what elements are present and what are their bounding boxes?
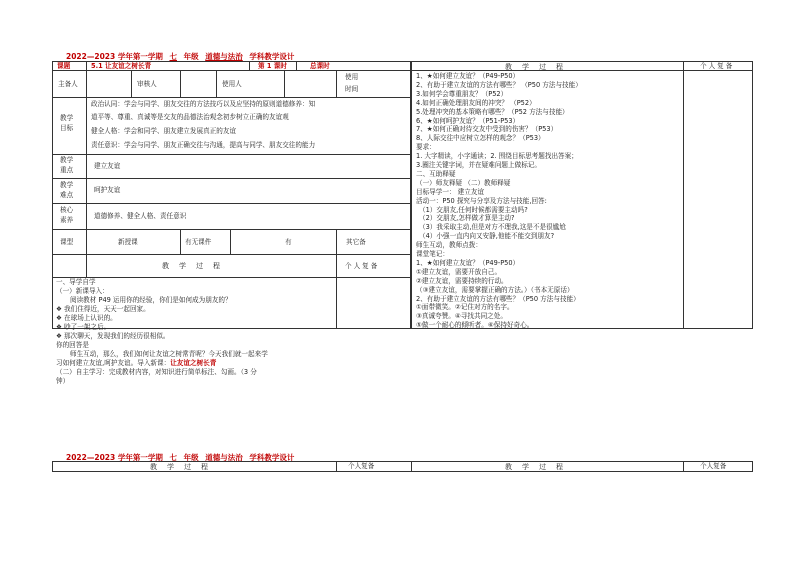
key-point-label-2: 重点 [60, 166, 74, 174]
left-section-title: 教学过程 [162, 262, 230, 270]
process-line-8: 你的回答是 [56, 341, 89, 349]
right-process-line: 要求： [416, 143, 436, 152]
right-process-line: 二、互助释疑 [416, 169, 456, 178]
goal-line-1: 政治认同：学会与同学、朋友交往的方法技巧以及应坚持的原则道德修养：知 [91, 100, 316, 108]
right-process-line: 活动一：P50 探究与分享及方法与技能,回答: [416, 196, 547, 205]
difficulty-label-1: 教学 [60, 181, 74, 189]
right-process-line: 1、★如何建立友谊？（P49-P50） [416, 72, 520, 80]
right-process-line: ①建立友谊，需要开放自己。 [416, 267, 502, 276]
lesson-value: 第 1 课时 [258, 62, 287, 70]
right-process-line: 1. 大字精读，小字通读；2. 围绕目标思考题找出答案； [416, 152, 578, 161]
literacy-label-2: 素养 [60, 216, 74, 224]
page2-col-2: 个人复备 [348, 462, 375, 470]
literacy-label-1: 核心 [60, 206, 74, 214]
right-process-line: 6、★如何呵护友谊？（P51-P53） [416, 116, 520, 125]
header-subject-label: 学科教学设计 [249, 52, 295, 61]
process-line-9a: 师生互动，那么，我们如何让友谊之树常青呢？今天我们就一起来学 [70, 350, 268, 358]
right-process-line: 4.如何正确处理朋友间的冲突？ （P52） [416, 98, 536, 107]
right-process-line: 目标导学一： 建立友谊 [416, 187, 485, 196]
header-subject: 道德与法治 [205, 52, 243, 61]
right-process-line: ②建立友谊，需要持续的行动。 [416, 276, 508, 285]
right-process-line: 2、有助于建立友谊的方法有哪些？（P50 方法与技能） [416, 294, 580, 303]
key-point-value: 建立友谊 [94, 162, 121, 170]
header-year: 2022—2023 学年第一学期 [66, 52, 163, 61]
page2-col-1: 教学过程 [150, 463, 218, 471]
courseware-label: 有无课件 [185, 238, 212, 246]
process-line-3: 阅读教材 P49 运用你的经验，你们是如何成为朋友的？ [70, 296, 232, 304]
new-lesson-title: 让友谊之树长青 [170, 359, 217, 367]
right-process-line: （4）小强一直内向又安静,他能不能交到朋友? [419, 232, 555, 241]
right-process-line: 课堂笔记： [416, 250, 449, 258]
right-process-line: 3.圈注关键字词，并在疑难问题上做标记。 [416, 161, 541, 169]
process-line-2: （一）新课导入： [56, 287, 109, 295]
difficulty-label-2: 难点 [60, 191, 74, 199]
page2-subject-label: 学科教学设计 [249, 453, 295, 462]
process-line-11: 钟） [56, 377, 70, 385]
course-type-value: 新授课 [118, 238, 138, 246]
use-time-label-1: 使用 [345, 73, 359, 81]
goal-line-2: 道平等、尊重、真诚等是交友的品德法治观念初步树立正确的友谊观 [91, 113, 289, 121]
right-process-line: 8、人际交往中应树立怎样的观念？（P53） [416, 134, 545, 143]
courseware-value: 有 [285, 238, 292, 246]
page2-grade-label: 年级 [183, 453, 199, 462]
page2-grade: 七 [169, 453, 177, 462]
right-process-line: ③真诚夸赞。④寻找共同之处。 [416, 312, 507, 321]
right-process-line: 3.如何学会尊重朋友？（P52） [416, 89, 508, 98]
process-line-7: ❖ 那次聊天，发现我们的经历很相似。 [56, 332, 170, 340]
use-time-label-2: 时间 [345, 85, 359, 93]
process-line-9b-text: 习如何建立友谊,呵护友谊。导入新课： [56, 359, 171, 367]
other-label: 其它备 [346, 238, 366, 246]
right-process-line: （一）师友释疑 （二）教师释疑 [416, 178, 511, 187]
right-process-line: 2、有助于建立友谊的方法有哪些？ （P50 方法与技能） [416, 80, 582, 89]
process-line-10: （二）自主学习：完成教材内容，对知识进行简单标注、勾画。（3 分 [56, 368, 257, 376]
topic-value: 5.1 让友谊之树长青 [91, 62, 152, 70]
goals-label-1: 教学 [60, 114, 74, 122]
process-line-6: ❖ 吵了一架之后。 [56, 323, 111, 331]
goal-line-3: 健全人格：学会和同学、朋友建立发展真正的友谊 [91, 127, 237, 135]
review-label: 审核人 [137, 80, 157, 88]
literacy-value: 道德修养、健全人格、责任意识 [94, 212, 187, 220]
right-section-title: 教学过程 [505, 63, 573, 71]
header-grade: 七 [169, 52, 177, 61]
process-line-5: ❖ 在球场上认识的。 [56, 314, 117, 322]
right-process-line: （③建立友谊，需要掌握正确的方法。）（书本无原话） [416, 285, 574, 294]
header-grade-label: 年级 [183, 52, 199, 61]
right-process-line: ⑤做一个耐心的倾听者。⑥保持好奇心。 [416, 321, 534, 330]
right-process-line: ①面带微笑。②记住对方的名字。 [416, 303, 514, 312]
prep-label: 主备人 [58, 80, 78, 88]
user-label: 使用人 [222, 80, 242, 88]
process-line-9b [56, 359, 216, 368]
right-process-line: 5.处理冲突的基本策略有哪些？（P52 方法与技能） [416, 107, 569, 116]
topic-label: 课题 [57, 62, 71, 70]
right-process-line: （2）交朋友,怎样做才算是主动? [419, 214, 515, 223]
difficulty-value: 呵护友谊 [94, 186, 121, 194]
page2-col-3: 教学过程 [505, 463, 573, 471]
course-type-label: 课型 [60, 238, 74, 246]
page2-col-4: 个人复备 [700, 462, 727, 470]
process-line-1: 一、导学自学 [56, 278, 96, 286]
process-line-4: ❖ 我们住得近，天天一起回家。 [56, 305, 150, 313]
right-process-line: （1）交朋友,任何时候都需要主动吗? [419, 205, 528, 214]
page2-year: 2022—2023 学年第一学期 [66, 453, 163, 462]
total-lessons-label: 总课时 [310, 62, 330, 70]
right-process-line: （3）我采取主动,但是对方不理我,这是不是很尴尬 [419, 223, 566, 232]
key-point-label-1: 教学 [60, 156, 74, 164]
page2-subject: 道德与法治 [205, 453, 243, 462]
right-personal-label: 个人复备 [700, 62, 735, 70]
right-process-line: 师生互动，教师点拨： [416, 241, 482, 250]
right-process-line: 1、★如何建立友谊？（P49-P50） [416, 258, 520, 267]
left-personal-label: 个人复备 [345, 262, 380, 270]
right-process-line: 7、★如何正确对待交友中受到的伤害？（P53） [416, 125, 558, 134]
goal-line-4: 责任意识：学会与同学、朋友正确交往与沟通，提高与同学、朋友交往的能力 [91, 141, 316, 149]
goals-label-2: 目标 [60, 124, 74, 132]
